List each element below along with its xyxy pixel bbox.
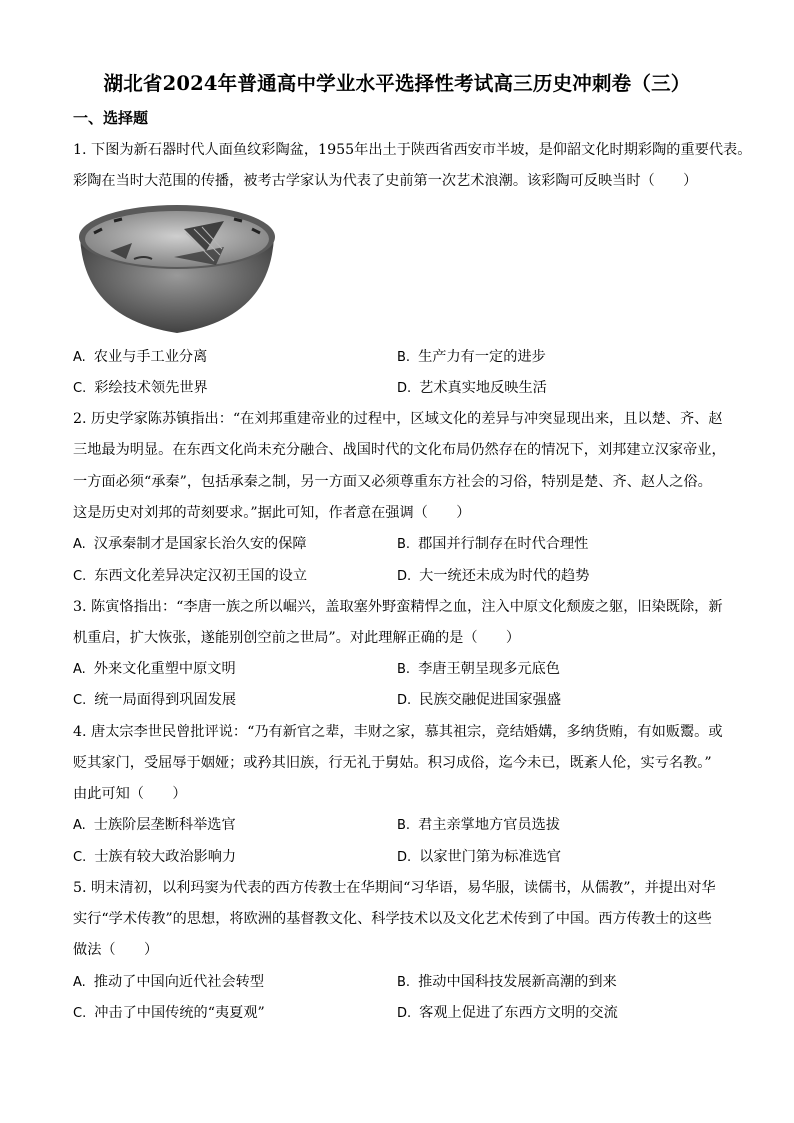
q1-option-c[interactable] <box>73 378 208 399</box>
option-text: 士族有较大政治影响力 <box>94 849 237 865</box>
question-5-line-2: 实行“学术传教”的思想，将欧洲的基督教文化、科学技术以及文化艺术传到了中国。西方传教士的这些 <box>73 911 712 927</box>
option-key: C. <box>73 569 87 584</box>
option-text: 郡国并行制存在时代合理性 <box>418 536 589 552</box>
question-1-line-2: 彩陶在当时大范围的传播，被考古学家认为代表了史前第一次艺术浪潮。该彩陶可反映当时（ ） <box>73 173 698 189</box>
option-key: D. <box>397 693 412 708</box>
question-3-line-2: 机重启，扩大恢张，遂能别创空前之世局”。对此理解正确的是（ ） <box>73 630 521 646</box>
q3-option-c[interactable] <box>73 690 236 711</box>
option-text: 汉承秦制才是国家长治久安的保障 <box>93 536 307 552</box>
q5-option-d[interactable] <box>397 1003 618 1024</box>
option-text: 李唐王朝呈现多元底色 <box>418 661 560 677</box>
q2-option-a[interactable] <box>73 534 307 555</box>
option-key: B. <box>397 662 411 677</box>
option-text: 统一局面得到巩固发展 <box>94 692 237 708</box>
q4-option-c[interactable] <box>73 847 236 868</box>
q5-option-a[interactable] <box>73 972 264 993</box>
page-title: 湖北省2024年普通高中学业水平选择性考试高三历史冲刺卷（三） <box>103 72 691 95</box>
option-text: 以家世门第为标准选官 <box>419 849 562 865</box>
option-key: A. <box>73 350 86 365</box>
option-key: C. <box>73 1006 87 1021</box>
option-text: 大一统还未成为时代的趋势 <box>419 568 590 584</box>
option-text: 农业与手工业分离 <box>93 349 208 365</box>
q3-option-d[interactable] <box>397 690 561 711</box>
question-5-line-1: 5. 明末清初，以利玛窦为代表的西方传教士在华期间“习华语，易华服，读儒书，从儒教”，并提出对华 <box>73 880 716 896</box>
question-4-line-3: 由此可知（ ） <box>73 786 187 802</box>
option-key: B. <box>397 975 411 990</box>
option-text: 君主亲掌地方官员选拔 <box>418 817 560 833</box>
option-key: A. <box>73 818 86 833</box>
q2-option-c[interactable] <box>73 566 307 587</box>
option-key: B. <box>397 350 411 365</box>
option-key: D. <box>397 381 412 396</box>
option-text: 冲击了中国传统的“夷夏观” <box>94 1005 265 1021</box>
question-2-line-3: 一方面必须“承秦”，包括承秦之制，另一方面又必须尊重东方社会的习俗，特别是楚、齐、赵人之俗。 <box>73 474 712 490</box>
option-key: C. <box>73 693 87 708</box>
option-text: 彩绘技术领先世界 <box>94 380 208 396</box>
option-key: B. <box>397 818 411 833</box>
option-key: B. <box>397 537 411 552</box>
q4-option-a[interactable] <box>73 815 236 836</box>
q5-option-c[interactable] <box>73 1003 265 1024</box>
option-text: 客观上促进了东西方文明的交流 <box>419 1005 618 1021</box>
option-text: 士族阶层垄断科举选官 <box>93 817 236 833</box>
option-key: D. <box>397 569 412 584</box>
q3-option-a[interactable] <box>73 659 236 680</box>
option-text: 外来文化重塑中原文明 <box>93 661 236 677</box>
section-heading: 一、选择题 <box>73 109 149 127</box>
question-2-line-2: 三地最为明显。在东西文化尚未充分融合、战国时代的文化布局仍然存在的情况下，刘邦建立汉家帝业， <box>73 442 726 458</box>
q1-option-d[interactable] <box>397 378 547 399</box>
option-text: 民族交融促进国家强盛 <box>419 692 562 708</box>
q1-option-b[interactable] <box>397 347 546 368</box>
q2-option-d[interactable] <box>397 566 589 587</box>
question-4-line-2: 贬其家门，受屈辱于姻娅；或矜其旧族，行无礼于舅姑。积习成俗，迄今未已，既紊人伦，实亏名教。” <box>73 755 712 771</box>
q1-option-a[interactable] <box>73 347 207 368</box>
option-text: 推动了中国向近代社会转型 <box>93 974 265 990</box>
q4-option-d[interactable] <box>397 847 561 868</box>
option-key: D. <box>397 850 412 865</box>
q2-option-b[interactable] <box>397 534 588 555</box>
option-text: 东西文化差异决定汉初王国的设立 <box>94 568 308 584</box>
painted-pottery-basin-image <box>74 199 280 337</box>
option-key: A. <box>73 537 86 552</box>
question-2-line-1: 2. 历史学家陈苏镇指出：“在刘邦重建帝业的过程中，区域文化的差异与冲突显现出来，且以楚、齐、赵 <box>73 411 723 427</box>
option-key: C. <box>73 850 87 865</box>
option-key: C. <box>73 381 87 396</box>
option-text: 推动中国科技发展新高潮的到来 <box>418 974 617 990</box>
option-key: A. <box>73 662 86 677</box>
option-key: D. <box>397 1006 412 1021</box>
question-1-line-1: 1. 下图为新石器时代人面鱼纹彩陶盆，1955年出土于陕西省西安市半坡，是仰韶文化时期彩陶的重要代表。 <box>73 142 752 158</box>
q3-option-b[interactable] <box>397 659 560 680</box>
option-key: A. <box>73 975 86 990</box>
question-5-line-3: 做法（ ） <box>73 942 159 958</box>
question-3-line-1: 3. 陈寅恪指出：“李唐一族之所以崛兴，盖取塞外野蛮精悍之血，注入中原文化颓废之躯，旧染既除，新 <box>73 599 723 615</box>
option-text: 生产力有一定的进步 <box>418 349 546 365</box>
q4-option-b[interactable] <box>397 815 560 836</box>
question-2-line-4: 这是历史对刘邦的苛刻要求。”据此可知，作者意在强调（ ） <box>73 505 471 521</box>
q5-option-b[interactable] <box>397 972 617 993</box>
option-text: 艺术真实地反映生活 <box>419 380 547 396</box>
question-4-line-1: 4. 唐太宗李世民曾批评说：“乃有新官之辈，丰财之家，慕其祖宗，竞结婚媾，多纳货贿，有如贩鬻。或 <box>73 724 723 740</box>
